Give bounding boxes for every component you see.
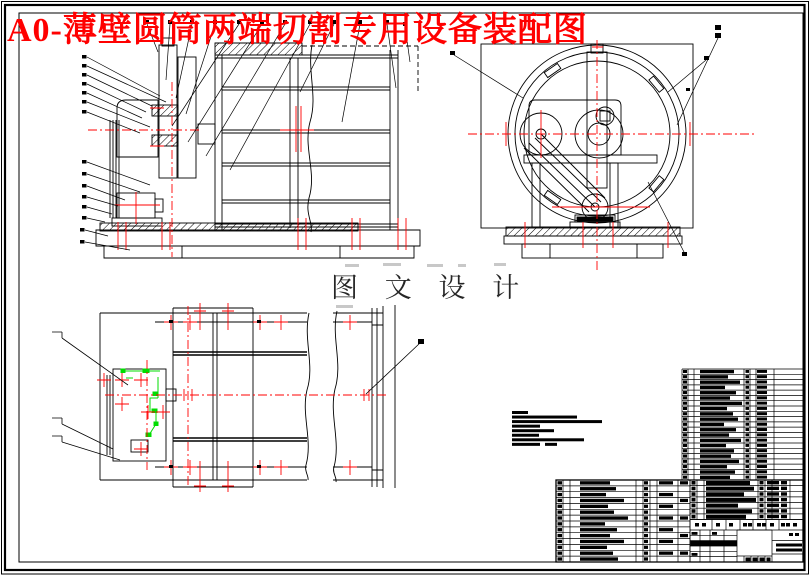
title-block-left [556, 480, 690, 562]
parts-list [682, 369, 803, 480]
plan-green-profile [121, 369, 160, 437]
plan-view [52, 303, 424, 492]
front-view [80, 20, 420, 258]
watermark-text: 图 文 设 计 [331, 273, 530, 303]
side-view [450, 25, 757, 270]
title-block [556, 480, 803, 562]
title-block-right [690, 480, 803, 520]
technical-notes [512, 411, 602, 446]
drawing-title: A0-薄壁圆筒两端切割专用设备装配图 [7, 12, 588, 49]
